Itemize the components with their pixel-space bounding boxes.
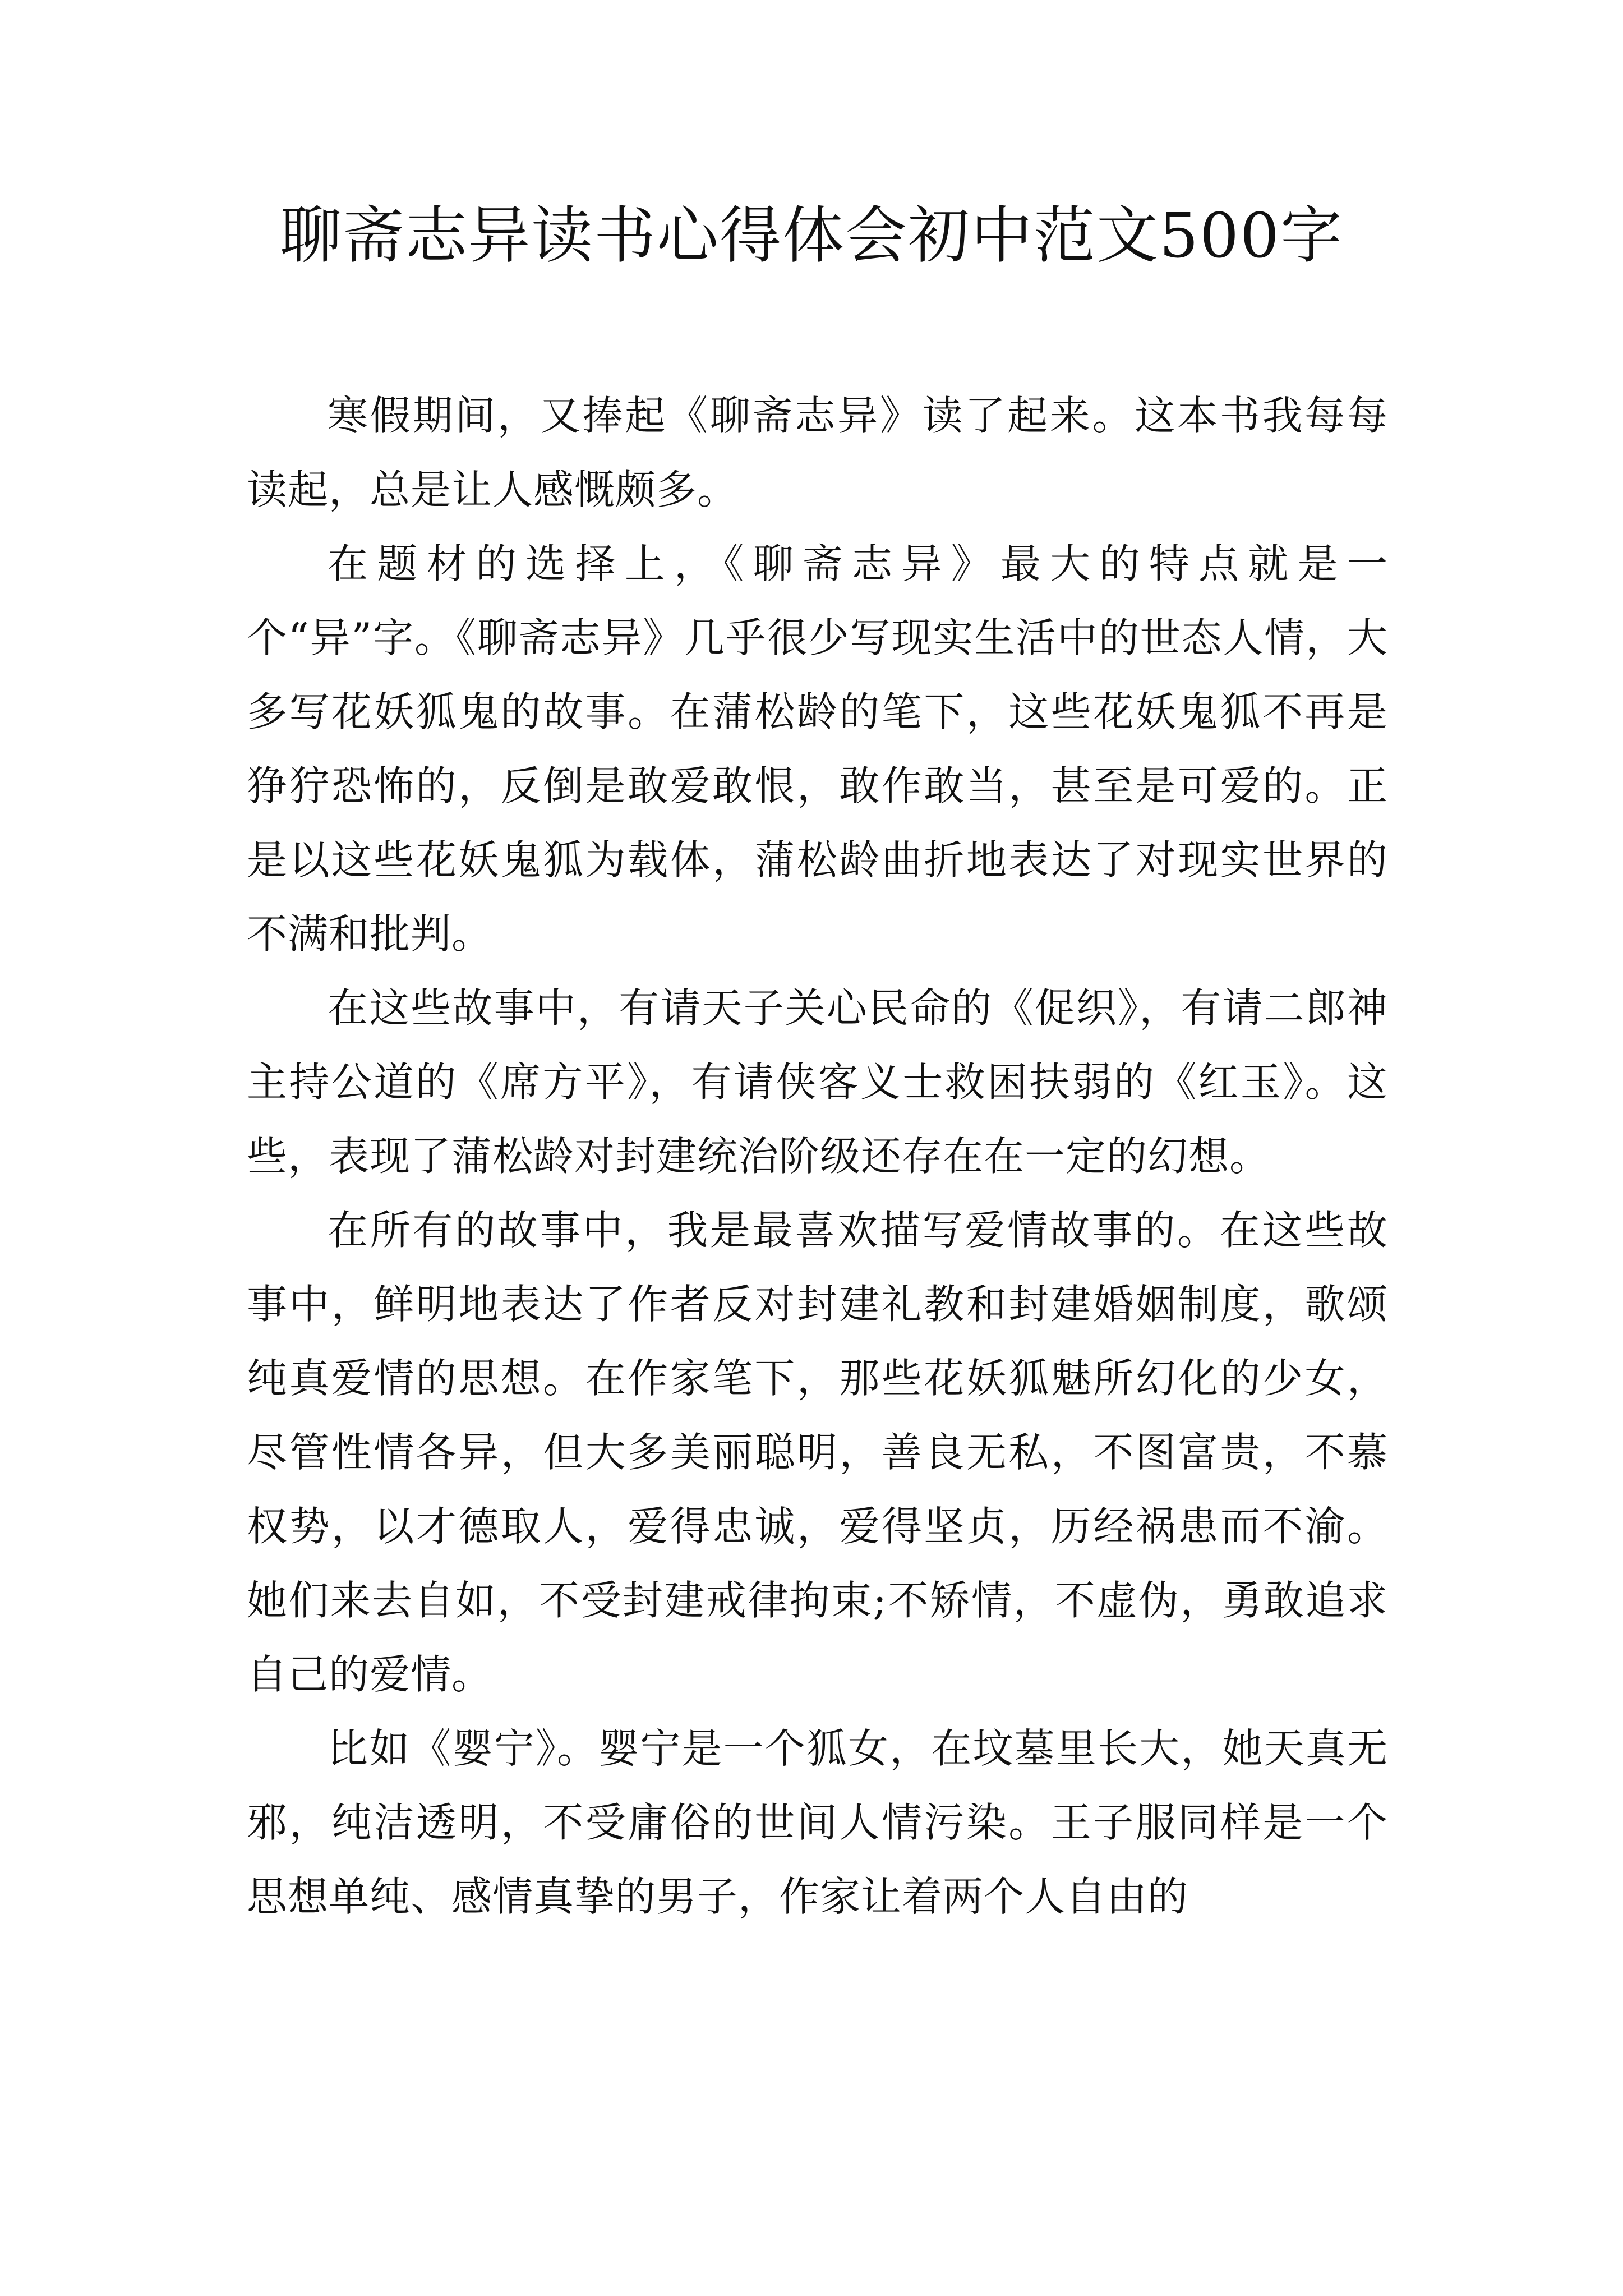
paragraph-2: 在题材的选择上，《聊斋志异》最大的特点就是一个“异”字。《聊斋志异》几乎很少写现实生活中的世态人情，大多写花妖狐鬼的故事。在蒲松龄的笔下，这些花妖鬼狐不再是狰狞恐怖的，反倒是敢爱敢恨，敢作敢当，甚至是可爱的。正是以这些花妖鬼狐为载体，蒲松龄曲折地表达了对现实世界的不满和批判。 <box>247 540 1388 958</box>
paragraph-3: 在这些故事中，有请天子关心民命的《促织》，有请二郎神主持公道的《席方平》，有请侠客义士救困扶弱的《红玉》。这些，表现了蒲松龄对封建统治阶级还存在在一定的幻想。 <box>247 984 1388 1180</box>
document-body <box>247 379 1388 1934</box>
paragraph-4: 在所有的故事中，我是最喜欢描写爱情故事的。在这些故事中，鲜明地表达了作者反对封建礼教和封建婚姻制度，歌颂纯真爱情的思想。在作家笔下，那些花妖狐魅所幻化的少女，尽管性情各异，但大多美丽聪明，善良无私，不图富贵，不慕权势，以才德取人，爱得忠诚，爱得坚贞，历经祸患而不渝。她们来去自如，不受封建戒律拘束;不矫情，不虚伪，勇敢追求自己的爱情。 <box>247 1207 1388 1698</box>
document-title: 聊斋志异读书心得体会初中范文500字 <box>280 200 1343 272</box>
paragraph-5: 比如《婴宁》。婴宁是一个狐女，在坟墓里长大，她天真无邪，纯洁透明，不受庸俗的世间人情污染。王子服同样是一个思想单纯、感情真挚的男子，作家让着两个人自由的 <box>247 1725 1388 1920</box>
paragraph-1: 寒假期间，又捧起《聊斋志异》读了起来。这本书我每每读起，总是让人感慨颇多。 <box>247 392 1388 513</box>
